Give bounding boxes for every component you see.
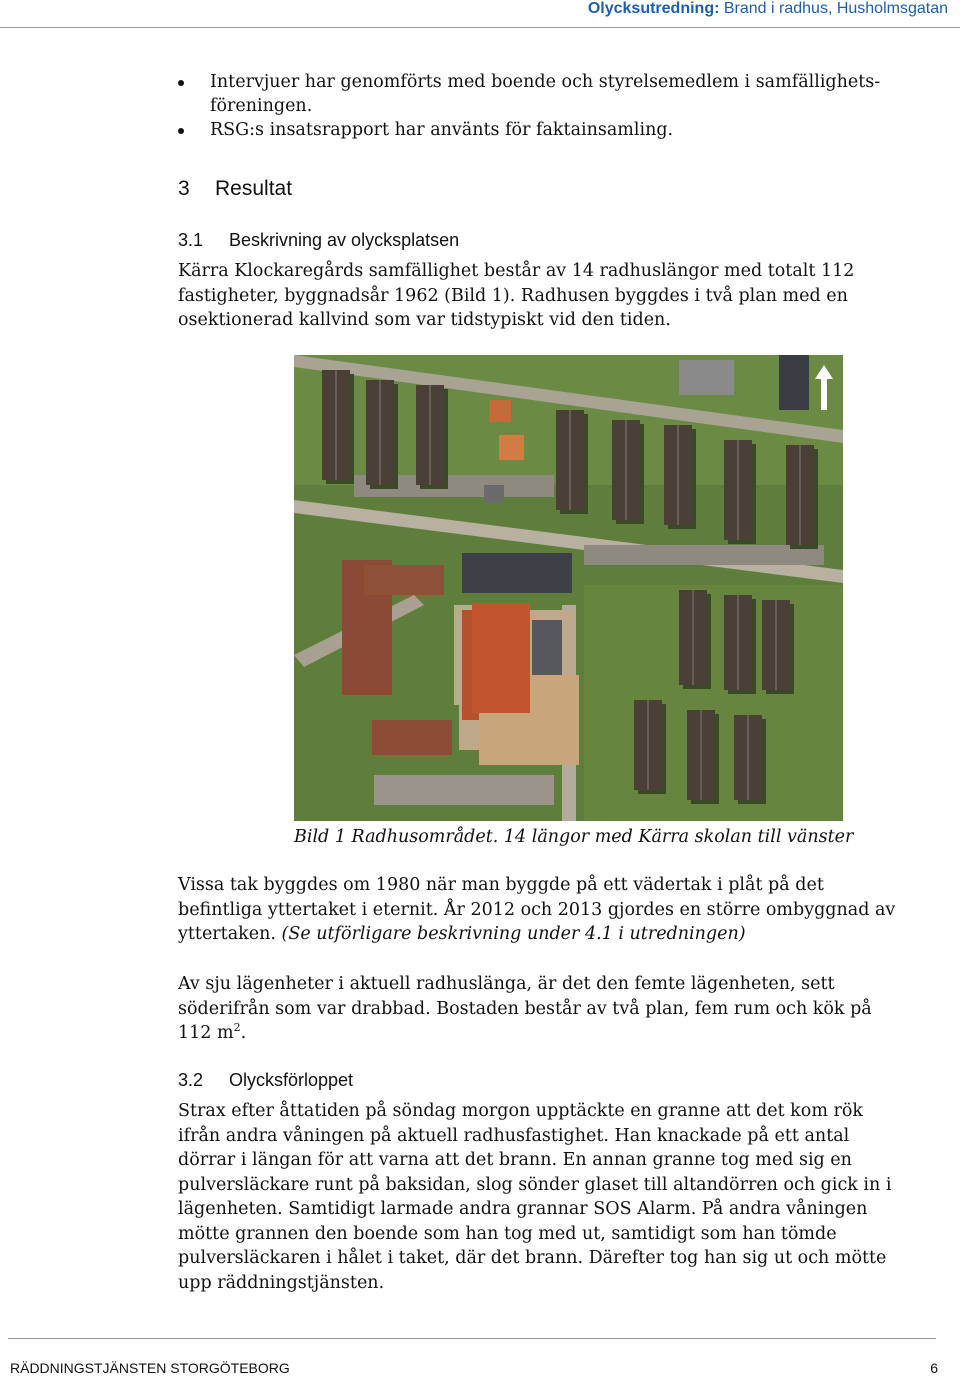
header-title-rest: Brand i radhus, Husholmsgatan — [723, 0, 948, 17]
section-heading-resultat: 3 Resultat — [178, 177, 293, 200]
paragraph-roof-history: Vissa tak byggdes om 1980 när man byggde på ett vädertak i plåt på det befintliga yttertaket i eternit. År 2012 och 2013 gjordes en större ombyggnad av yttertaken. (Se utförligare beskrivning under 4.1 i utredningen) — [178, 875, 896, 944]
paragraph-incident-sequence: Strax efter åttatiden på söndag morgon upptäckte en granne att det kom rök ifrån andra våningen på aktuell radhusfastighet. Han knackade på ett antal dörrar i längan för att varna att det brann. En annan granne tog med sig en pulversläckare runt på baksidan, slog sönder glaset till altandörren och gick in i lägenheten. Samtidigt larmade andra grannar SOS Alarm. På andra våningen mötte grannen den boende som han tog med ut, samtidigt som han tömde pulversläckaren i hålet i taket, där det brann. Därefter tog han sig ut och mötte upp räddningstjänsten. — [178, 1101, 892, 1293]
method-bullet-list — [178, 70, 898, 142]
footer-organization: RÄDDNINGSTJÄNSTEN STORGÖTEBORG — [10, 1360, 290, 1376]
subsection-heading-3-1: 3.1 Beskrivning av olycksplatsen — [178, 230, 460, 250]
bullet-icon — [178, 128, 184, 134]
bullet-icon — [178, 80, 184, 86]
list-item: RSG:s insatsrapport har använts för faktainsamling. — [178, 118, 898, 142]
paragraph-area-description: Kärra Klockaregårds samfällighet består av 14 radhuslängor med totalt 112 fastigheter, byggnadsår 1962 (Bild 1). Radhusen byggdes i två plan med en osektionerad kallvind som var tidstypiskt vid den tiden. — [178, 261, 855, 330]
list-item: Intervjuer har genomförts med boende och styrelsemedlem i samfällighets-föreningen. — [178, 70, 898, 118]
subsection-heading-3-2: 3.2 Olycksförloppet — [178, 1070, 354, 1090]
paragraph-affected-unit: Av sju lägenheter i aktuell radhuslänga, är det den femte lägenheten, sett söderifrån som var drabbad. Bostaden består av två plan, fem rum och kök på 112 $m^2$. — [178, 974, 872, 1043]
running-header — [588, 0, 948, 18]
aerial-photo — [294, 355, 843, 821]
header-title-bold: Olycksutredning: — [587, 0, 720, 17]
page-number: 6 — [930, 1360, 938, 1376]
italic-reference: (Se utförligare beskrivning under 4.1 i utredningen) — [281, 924, 746, 944]
figure-caption: Bild 1 Radhusområdet. 14 längor med Kärra skolan till vänster — [294, 827, 854, 847]
footer-divider — [8, 1338, 936, 1339]
header-divider — [0, 27, 960, 28]
